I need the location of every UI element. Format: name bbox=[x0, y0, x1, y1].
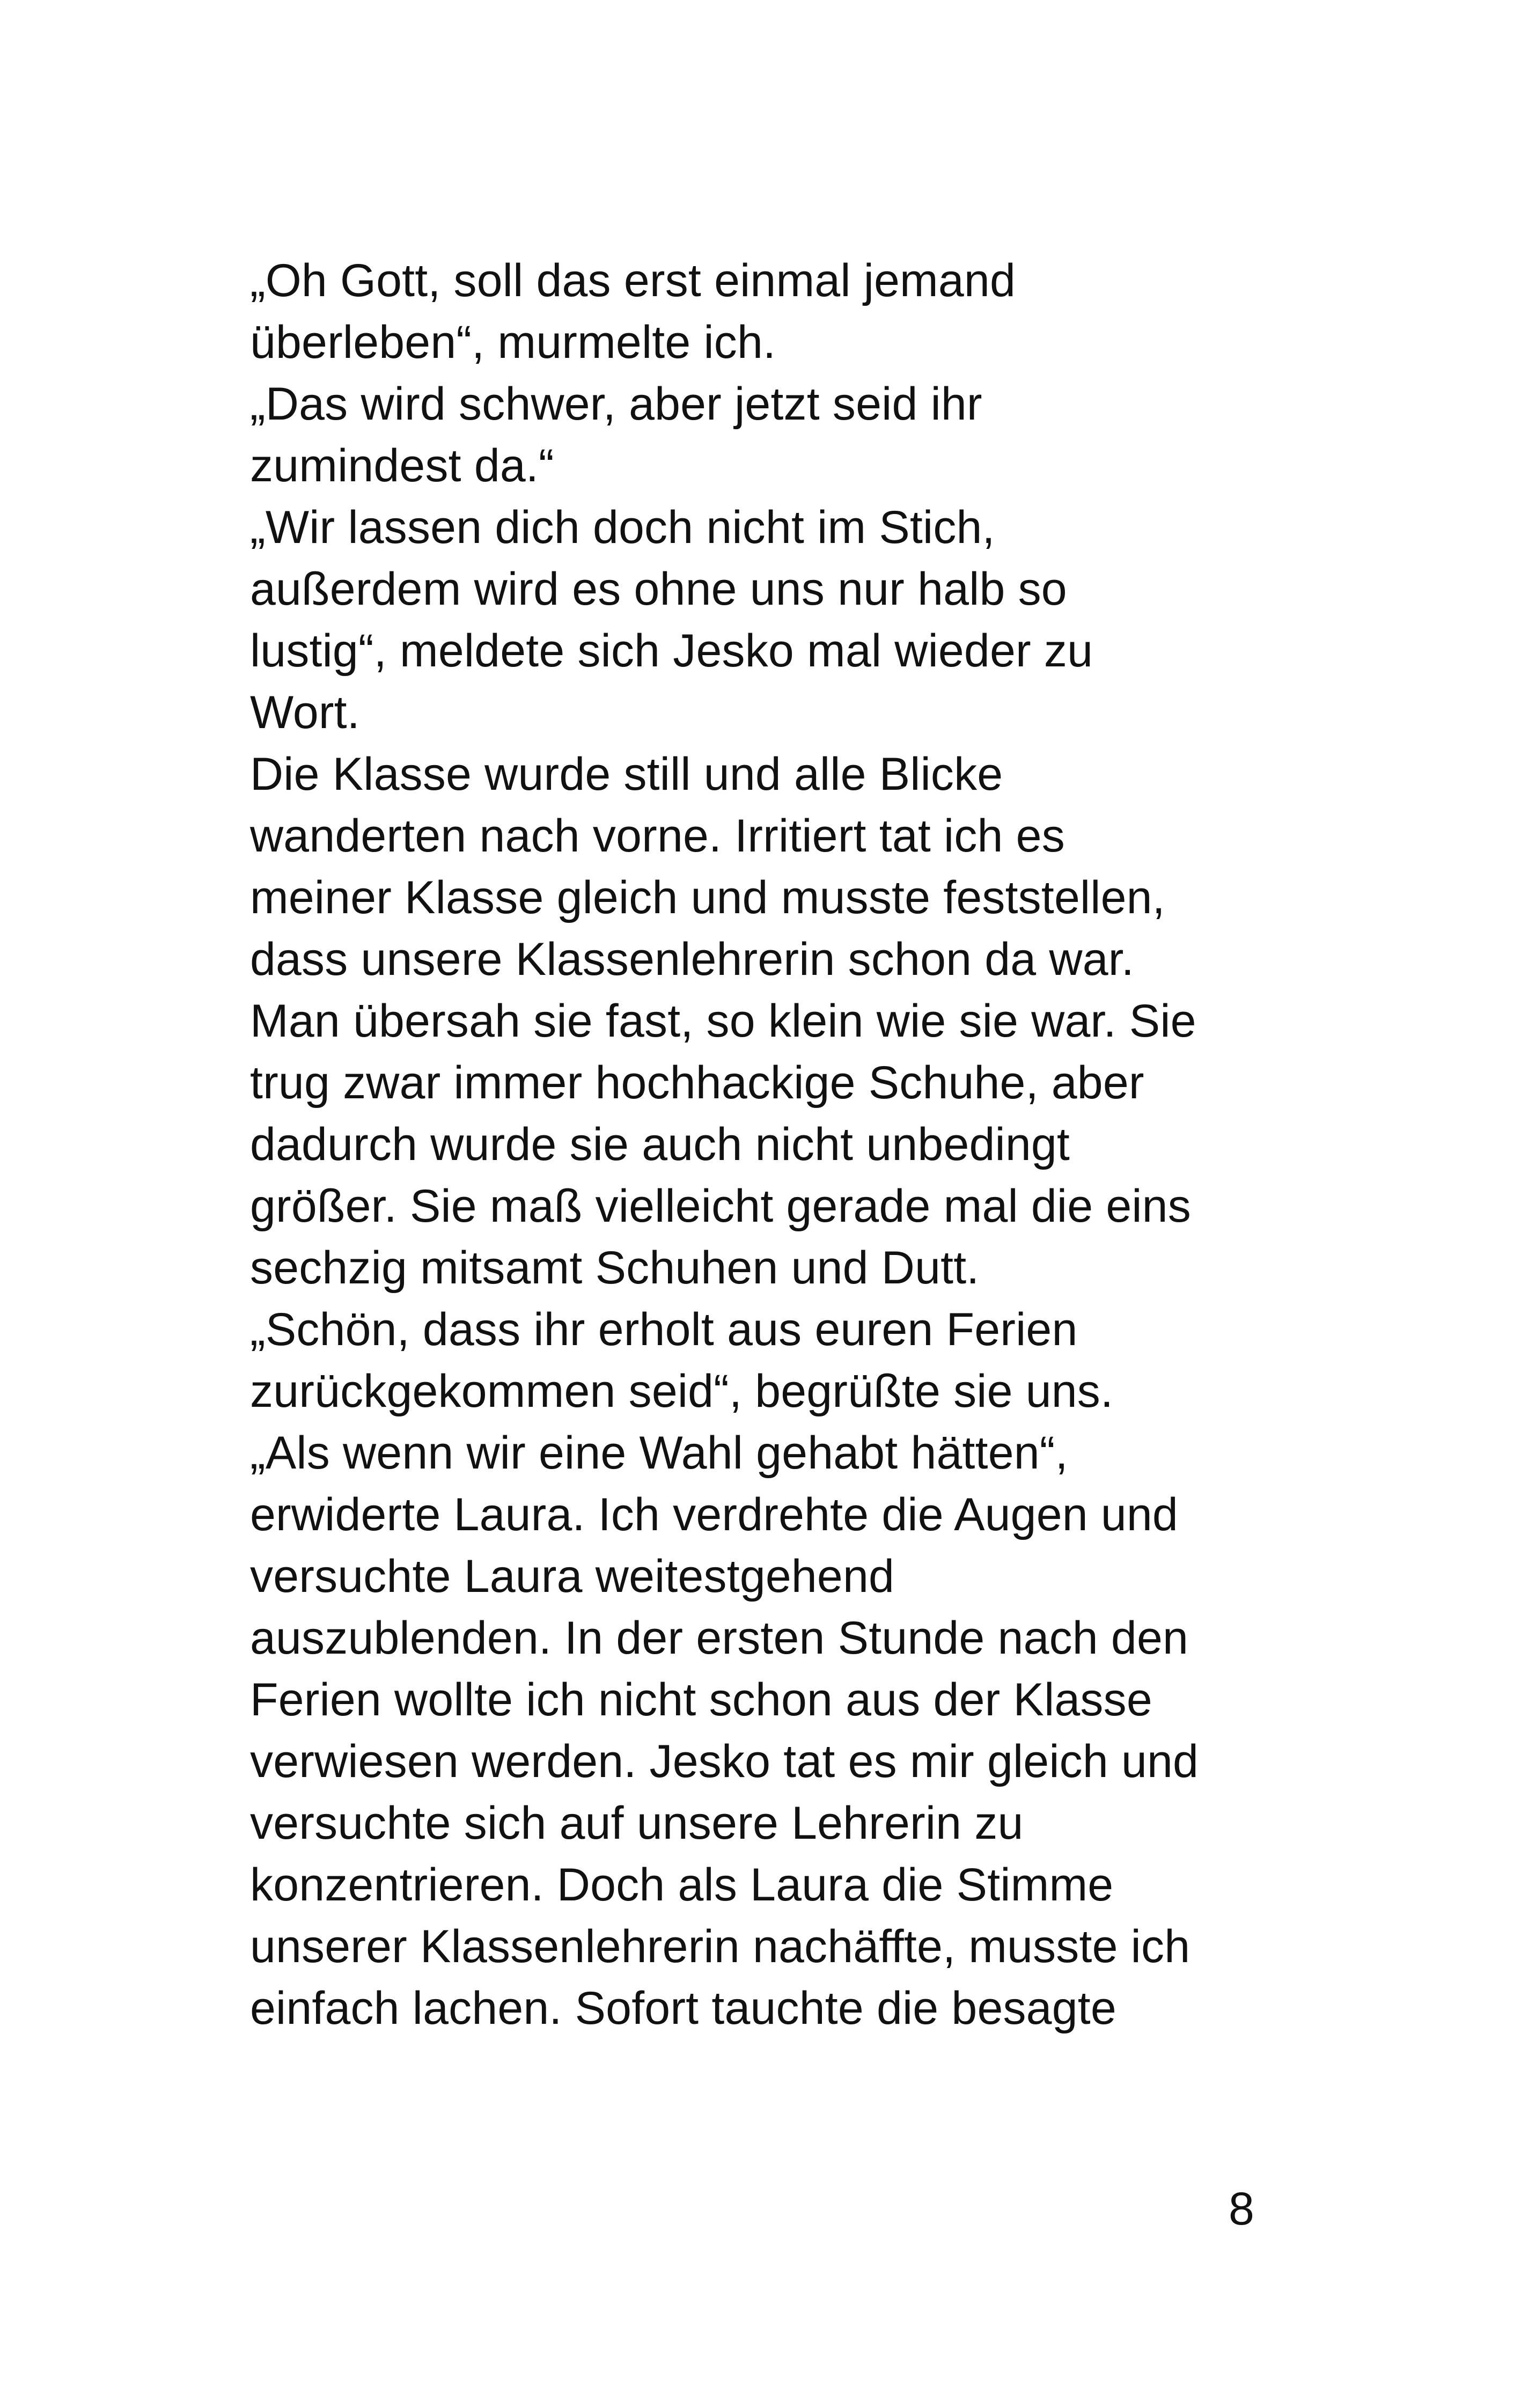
text-line: überleben“, murmelte ich. bbox=[250, 317, 776, 368]
text-line: erwiderte Laura. Ich verdrehte die Augen und bbox=[250, 1489, 1178, 1540]
text-line: lustig“, meldete sich Jesko mal wieder zu bbox=[250, 625, 1093, 677]
text-line: unserer Klassenlehrerin nachäffte, musste ich bbox=[250, 1921, 1191, 1972]
text-line: „Wir lassen dich doch nicht im Stich, bbox=[250, 502, 995, 553]
text-line: versuchte sich auf unsere Lehrerin zu bbox=[250, 1797, 1024, 1849]
text-line: zurückgekommen seid“, begrüßte sie uns. bbox=[250, 1365, 1114, 1417]
text-line: verwiesen werden. Jesko tat es mir gleich und bbox=[250, 1736, 1199, 1787]
text-line: versuchte Laura weitestgehend bbox=[250, 1551, 895, 1602]
text-line: wanderten nach vorne. Irritiert tat ich es bbox=[250, 810, 1065, 862]
text-line: dadurch wurde sie auch nicht unbedingt bbox=[250, 1119, 1070, 1170]
text-line: Man übersah sie fast, so klein wie sie war. Sie bbox=[250, 995, 1196, 1047]
text-line: „Schön, dass ihr erholt aus euren Ferien bbox=[250, 1304, 1078, 1355]
text-line: Wort. bbox=[250, 687, 360, 738]
text-line: sechzig mitsamt Schuhen und Dutt. bbox=[250, 1242, 980, 1294]
text-line: außerdem wird es ohne uns nur halb so bbox=[250, 563, 1067, 615]
text-line: auszublenden. In der ersten Stunde nach den bbox=[250, 1612, 1189, 1664]
body-text bbox=[250, 250, 1269, 2039]
text-line: „Oh Gott, soll das erst einmal jemand bbox=[250, 255, 1016, 306]
text-line: trug zwar immer hochhackige Schuhe, aber bbox=[250, 1057, 1144, 1108]
text-line: zumindest da.“ bbox=[250, 440, 554, 491]
page-number: 8 bbox=[1229, 2183, 1254, 2235]
text-line: einfach lachen. Sofort tauchte die besagte bbox=[250, 1983, 1116, 2034]
text-line: „Als wenn wir eine Wahl gehabt hätten“, bbox=[250, 1427, 1068, 1479]
text-line: Die Klasse wurde still und alle Blicke bbox=[250, 748, 1003, 800]
text-line: konzentrieren. Doch als Laura die Stimme bbox=[250, 1859, 1114, 1911]
text-line: größer. Sie maß vielleicht gerade mal die eins bbox=[250, 1180, 1191, 1232]
text-line: „Das wird schwer, aber jetzt seid ihr bbox=[250, 378, 982, 430]
text-line: Ferien wollte ich nicht schon aus der Klasse bbox=[250, 1674, 1152, 1726]
text-line: meiner Klasse gleich und musste feststellen, bbox=[250, 872, 1165, 923]
text-line: dass unsere Klassenlehrerin schon da war. bbox=[250, 934, 1134, 985]
